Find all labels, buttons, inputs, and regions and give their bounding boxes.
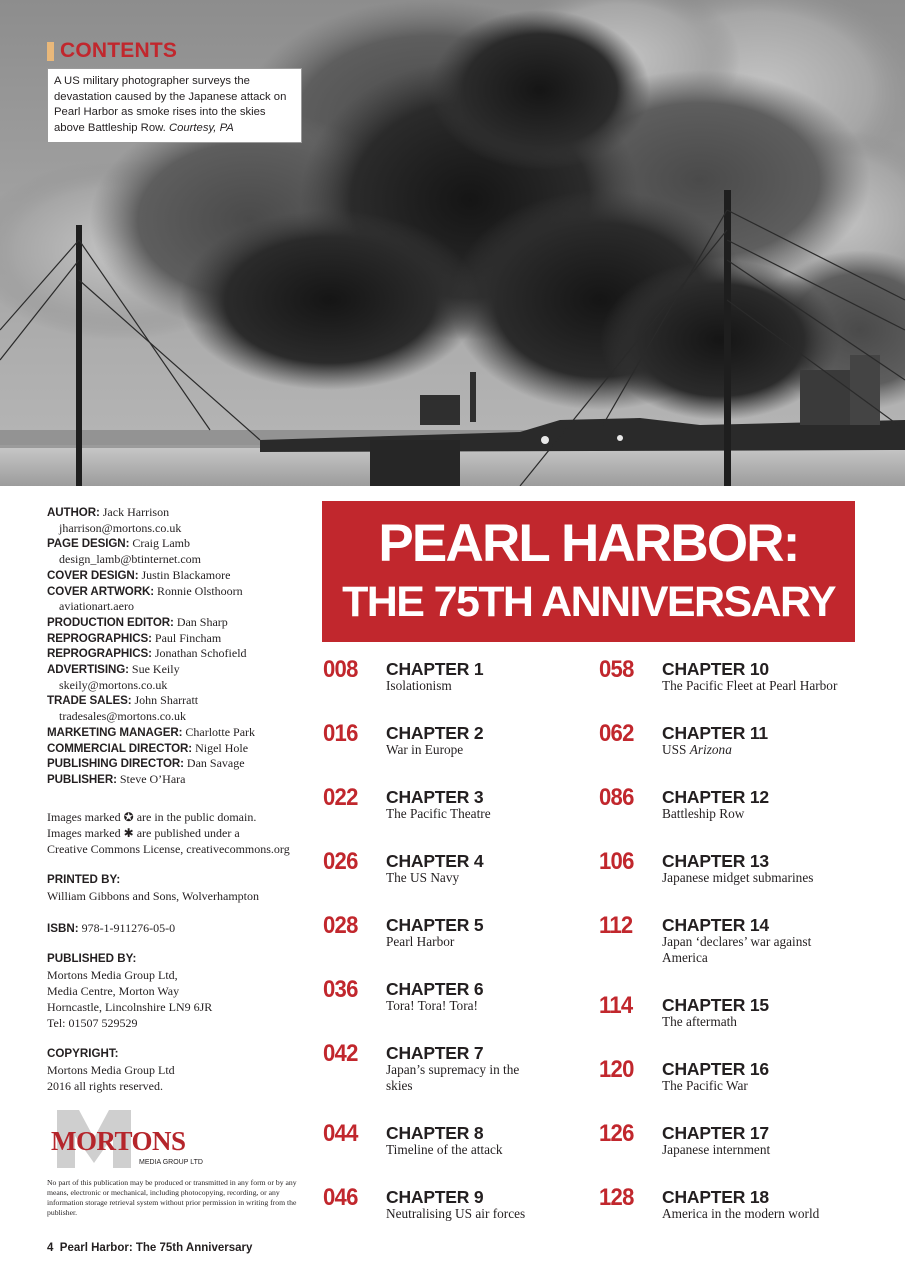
chapter-title: CHAPTER 8: [386, 1123, 484, 1143]
isbn-label: ISBN:: [47, 922, 79, 935]
chapter-subtitle: Japan ‘declares’ war against America: [662, 934, 812, 966]
page-subtitle: THE 75TH ANNIVERSARY: [342, 578, 835, 626]
credit-value: Ronnie Olsthoorn: [157, 583, 243, 598]
credit-value: Dan Savage: [186, 756, 245, 771]
credit-value: Justin Blackamore: [141, 567, 231, 582]
credit-label: PUBLISHING DIRECTOR:: [47, 757, 184, 771]
copyright-line: Mortons Media Group Ltd: [47, 1063, 175, 1077]
heading-marker: [47, 42, 54, 61]
chapter-subtitle: The Pacific Fleet at Pearl Harbor: [662, 678, 838, 693]
chapter-page: 120: [599, 1056, 634, 1083]
chapter-subtitle: Japanese internment: [662, 1142, 771, 1157]
chapter-title: CHAPTER 13: [662, 851, 769, 871]
chapter-page: 008: [323, 656, 358, 683]
chapter-subtitle: Japan’s supremacy in the skies: [386, 1062, 520, 1094]
credit-label: ADVERTISING:: [47, 663, 129, 677]
chapter-page: 128: [599, 1184, 634, 1211]
credit-label: TRADE SALES:: [47, 694, 132, 708]
chapter-page: 028: [323, 912, 358, 939]
published-line: Media Centre, Morton Way: [47, 984, 180, 998]
chapter-subtitle: The Pacific Theatre: [386, 806, 491, 821]
chapter-entry[interactable]: [599, 1184, 859, 1247]
chapter-subtitle: Neutralising US air forces: [386, 1206, 526, 1221]
chapter-page: 126: [599, 1120, 634, 1147]
credit-label: PUBLISHER:: [47, 772, 117, 786]
chapter-subtitle: The Pacific War: [662, 1078, 748, 1093]
published-line: Mortons Media Group Ltd,: [47, 968, 178, 982]
chapter-entry[interactable]: [323, 912, 583, 975]
chapter-title: CHAPTER 14: [662, 915, 769, 935]
credit-value: Steve O’Hara: [119, 771, 186, 786]
chapter-entry[interactable]: [323, 720, 583, 783]
chapter-page: 086: [599, 784, 634, 811]
chapter-page: 046: [323, 1184, 358, 1211]
credit-label: MARKETING MANAGER:: [47, 725, 183, 739]
credit-label: PAGE DESIGN:: [47, 537, 130, 551]
chapter-entry[interactable]: [323, 1184, 583, 1247]
credit-author: [47, 505, 317, 536]
chapter-title: CHAPTER 16: [662, 1059, 769, 1079]
page-title: PEARL HARBOR:: [378, 514, 799, 573]
caption-credit: Courtesy, PA: [168, 121, 234, 134]
chapter-subtitle: Timeline of the attack: [386, 1142, 503, 1157]
credits-list: [47, 505, 317, 788]
credit-value: Charlotte Park: [185, 724, 256, 739]
credit-label: AUTHOR:: [47, 506, 100, 519]
credit-reprographics: [47, 631, 317, 647]
chapter-page: 062: [599, 720, 634, 747]
chapter-page: 016: [323, 720, 358, 747]
chapter-subtitle: The aftermath: [662, 1014, 737, 1029]
chapter-subtitle: The US Navy: [386, 870, 460, 885]
chapter-entry[interactable]: [599, 784, 859, 847]
section-heading: [47, 39, 177, 63]
chapter-subtitle: [662, 742, 862, 758]
chapter-entry[interactable]: [323, 848, 583, 911]
chapter-title: CHAPTER 12: [662, 787, 769, 807]
chapter-title: CHAPTER 17: [662, 1123, 769, 1143]
credit-value: Jack Harrison: [102, 505, 170, 519]
chapter-entry[interactable]: [323, 784, 583, 847]
logo-tagline: MEDIA GROUP LTD: [139, 1159, 203, 1166]
credit-cover-artwork: [47, 584, 317, 615]
credit-email: design_lamb@btinternet.com: [59, 552, 202, 567]
credit-email: jharrison@mortons.co.uk: [59, 520, 182, 535]
title-banner: [322, 501, 855, 642]
image-note-line: Creative Commons License, creativecommons.org: [47, 842, 290, 856]
chapter-title: CHAPTER 2: [386, 723, 484, 743]
legal-disclaimer: No part of this publication may be produced or transmitted in any form or by any means, electronic or mechanical, including photocopying, recording, or any information storage retrieval system without prior permission in writing from the publisher.: [47, 1178, 297, 1217]
credit-value: Paul Fincham: [154, 630, 222, 645]
chapter-title: CHAPTER 3: [386, 787, 484, 807]
footer-text: Pearl Harbor: The 75th Anniversary: [59, 1242, 253, 1254]
chapter-subtitle: Japanese midget submarines: [662, 870, 814, 885]
credit-publishing-director: [47, 756, 317, 772]
chapter-title: CHAPTER 15: [662, 995, 769, 1015]
chapter-page: 022: [323, 784, 358, 811]
image-note-line: Images marked ✪ are in the public domain.: [47, 810, 257, 824]
credit-label: PRODUCTION EDITOR:: [47, 615, 174, 629]
published-line: Horncastle, Lincolnshire LN9 6JR: [47, 1000, 213, 1014]
chapter-page: 112: [599, 912, 633, 939]
caption-text: A US military photographer surveys the devastation caused by the Japanese attack on Pearl Harbor as smoke rises into the skies above Battleship Row.: [54, 75, 287, 134]
image-rights-note: [47, 809, 327, 857]
credit-email: skeily@mortons.co.uk: [59, 677, 168, 692]
chapter-entry[interactable]: [323, 1120, 583, 1183]
chapter-title: CHAPTER 11: [662, 723, 768, 743]
chapter-page: 044: [323, 1120, 358, 1147]
chapter-page: 042: [323, 1040, 358, 1067]
chapter-page: 106: [599, 848, 634, 875]
chapter-page: 058: [599, 656, 634, 683]
credit-email: tradesales@mortons.co.uk: [59, 709, 187, 724]
chapter-subtitle-italic: Arizona: [689, 742, 732, 757]
copyright-line: 2016 all rights reserved.: [47, 1079, 163, 1093]
chapter-title: CHAPTER 6: [386, 979, 484, 999]
chapter-subtitle: Tora! Tora! Tora!: [386, 998, 478, 1013]
credit-commercial-director: [47, 741, 317, 757]
credit-production-editor: [47, 615, 317, 631]
page-footer: [47, 1242, 252, 1254]
chapter-entry[interactable]: [599, 1056, 859, 1119]
credit-value: Craig Lamb: [132, 536, 190, 551]
chapter-subtitle: Isolationism: [386, 678, 452, 693]
chapter-title: CHAPTER 4: [386, 851, 484, 871]
credit-label: COMMERCIAL DIRECTOR:: [47, 741, 193, 755]
credit-value: Nigel Hole: [195, 740, 249, 755]
credit-value: John Sharratt: [134, 693, 199, 708]
chapter-title: CHAPTER 10: [662, 659, 769, 679]
printed-label: PRINTED BY:: [47, 873, 121, 886]
chapter-title: CHAPTER 7: [386, 1043, 484, 1063]
chapter-entry[interactable]: [323, 976, 583, 1039]
section-label: CONTENTS: [60, 39, 178, 62]
isbn-value: 978-1-911276-05-0: [81, 921, 176, 935]
chapter-page: 036: [323, 976, 358, 1003]
credit-website: aviationart.aero: [59, 599, 134, 614]
chapter-entry[interactable]: [599, 912, 859, 975]
credit-marketing-manager: [47, 725, 317, 741]
chapter-entry[interactable]: [599, 992, 859, 1055]
credit-value: Dan Sharp: [176, 614, 228, 629]
printed-by: [47, 872, 327, 904]
credit-advertising: [47, 662, 317, 693]
credit-cover-design: [47, 568, 317, 584]
logo-name: MORTONS: [51, 1126, 186, 1156]
chapter-subtitle-text: USS: [662, 742, 687, 757]
page-number: 4: [47, 1242, 54, 1254]
chapter-title: CHAPTER 5: [386, 915, 484, 935]
chapter-entry[interactable]: [599, 656, 859, 719]
chapter-title: CHAPTER 1: [386, 659, 484, 679]
printed-value: William Gibbons and Sons, Wolverhampton: [47, 889, 259, 903]
credit-publisher: [47, 772, 317, 788]
credit-label: REPROGRAPHICS:: [47, 647, 152, 661]
credit-trade-sales: [47, 693, 317, 724]
credit-label: REPROGRAPHICS:: [47, 631, 152, 645]
chapter-title: CHAPTER 9: [386, 1187, 484, 1207]
credit-label: COVER ARTWORK:: [47, 584, 155, 598]
credit-value: Jonathan Schofield: [154, 646, 247, 661]
photo-caption: [47, 68, 302, 143]
isbn: [47, 920, 327, 937]
chapter-entry[interactable]: [323, 1040, 583, 1103]
published-by: [47, 951, 327, 1031]
chapter-entry[interactable]: [323, 656, 583, 719]
image-note-line: Images marked ✱ are published under a: [47, 826, 240, 840]
chapter-entry[interactable]: [599, 1120, 859, 1183]
mortons-logo: [49, 1108, 219, 1170]
credit-value: Sue Keily: [131, 662, 180, 677]
chapter-page: 114: [599, 992, 633, 1019]
copyright: [47, 1046, 327, 1094]
chapter-subtitle: Battleship Row: [662, 806, 745, 821]
credit-reprographics: [47, 646, 317, 662]
published-label: PUBLISHED BY:: [47, 952, 137, 965]
chapter-entry[interactable]: [599, 848, 859, 911]
chapter-subtitle: America in the modern world: [662, 1206, 820, 1221]
chapter-subtitle: War in Europe: [386, 742, 464, 757]
chapter-subtitle: Pearl Harbor: [386, 934, 455, 949]
credit-label: COVER DESIGN:: [47, 568, 139, 582]
chapter-title: CHAPTER 18: [662, 1187, 769, 1207]
published-line: Tel: 01507 529529: [47, 1016, 138, 1030]
chapter-entry[interactable]: [599, 720, 859, 783]
credit-page-design: [47, 536, 317, 567]
copyright-label: COPYRIGHT:: [47, 1047, 119, 1060]
chapter-page: 026: [323, 848, 358, 875]
